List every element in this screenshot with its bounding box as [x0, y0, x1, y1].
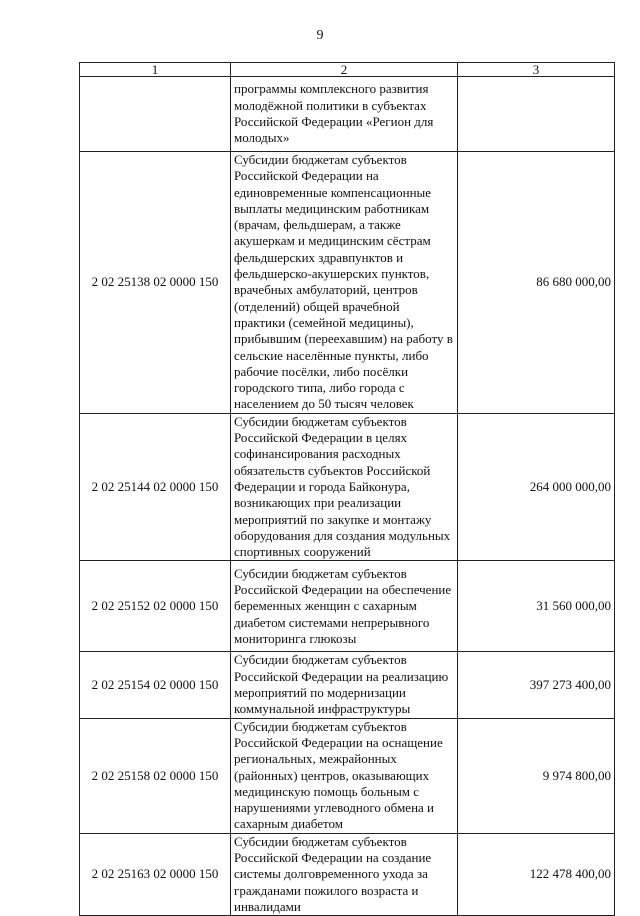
column-header-1: 1	[80, 63, 231, 77]
table-row	[80, 152, 615, 414]
budget-code-cell: 2 02 25144 02 0000 150	[80, 413, 231, 561]
column-header-3: 3	[458, 63, 615, 77]
description-cell: Субсидии бюджетам субъектов Российской Федерации на создание системы долговременного ухода за гражданами пожилого возраста и инвалидами	[231, 833, 458, 915]
table-header	[80, 63, 615, 77]
description-cell: Субсидии бюджетам субъектов Российской Федерации на единовременные компенсационные выплаты медицинским работникам (врачам, фельдшерам, а также акушеркам и медицинским сёстрам фельдшерских здравпунктов и фельдшерско-акушерских пунктов, врачебных амбулаторий, центров (отделений) общей врачебной практики (семейной медицины), прибывшим (переехавшим) на работу в сельские населённые пункты, либо рабочие посёлки, либо посёлки городского типа, либо города с населением до 50 тысяч человек	[231, 152, 458, 414]
budget-code-cell: 2 02 25152 02 0000 150	[80, 561, 231, 652]
amount-cell	[458, 77, 615, 152]
budget-table	[79, 62, 615, 916]
table-row	[80, 833, 615, 915]
table-row	[80, 652, 615, 718]
budget-code-cell: 2 02 25154 02 0000 150	[80, 652, 231, 718]
table-row	[80, 718, 615, 833]
budget-code-cell: 2 02 25158 02 0000 150	[80, 718, 231, 833]
description-cell: программы комплексного развития молодёжной политики в субъектах Российской Федерации «Регион для молодых»	[231, 77, 458, 152]
table-row	[80, 77, 615, 152]
description-cell: Субсидии бюджетам субъектов Российской Федерации на реализацию мероприятий по модернизации коммунальной инфраструктуры	[231, 652, 458, 718]
budget-code-cell: 2 02 25138 02 0000 150	[80, 152, 231, 414]
budget-code-cell: 2 02 25163 02 0000 150	[80, 833, 231, 915]
amount-cell: 397 273 400,00	[458, 652, 615, 718]
amount-cell: 9 974 800,00	[458, 718, 615, 833]
budget-code-cell	[80, 77, 231, 152]
amount-cell: 86 680 000,00	[458, 152, 615, 414]
column-header-2: 2	[231, 63, 458, 77]
amount-cell: 122 478 400,00	[458, 833, 615, 915]
table-row	[80, 561, 615, 652]
description-cell: Субсидии бюджетам субъектов Российской Федерации на оснащение региональных, межрайонных (районных) центров, оказывающих медицинскую помощь больным с нарушениями углеводного обмена и сахарным диабетом	[231, 718, 458, 833]
description-cell: Субсидии бюджетам субъектов Российской Федерации на обеспечение беременных женщин с сахарным диабетом системами непрерывного мониторинга глюкозы	[231, 561, 458, 652]
amount-cell: 31 560 000,00	[458, 561, 615, 652]
page-number: 9	[316, 28, 324, 43]
header-row	[80, 63, 615, 77]
table-row	[80, 413, 615, 561]
amount-cell: 264 000 000,00	[458, 413, 615, 561]
description-cell: Субсидии бюджетам субъектов Российской Федерации в целях софинансирования расходных обязательств субъектов Российской Федерации и города Байконура, возникающих при реализации мероприятий по закупке и монтажу оборудования для создания модульных спортивных сооружений	[231, 413, 458, 561]
